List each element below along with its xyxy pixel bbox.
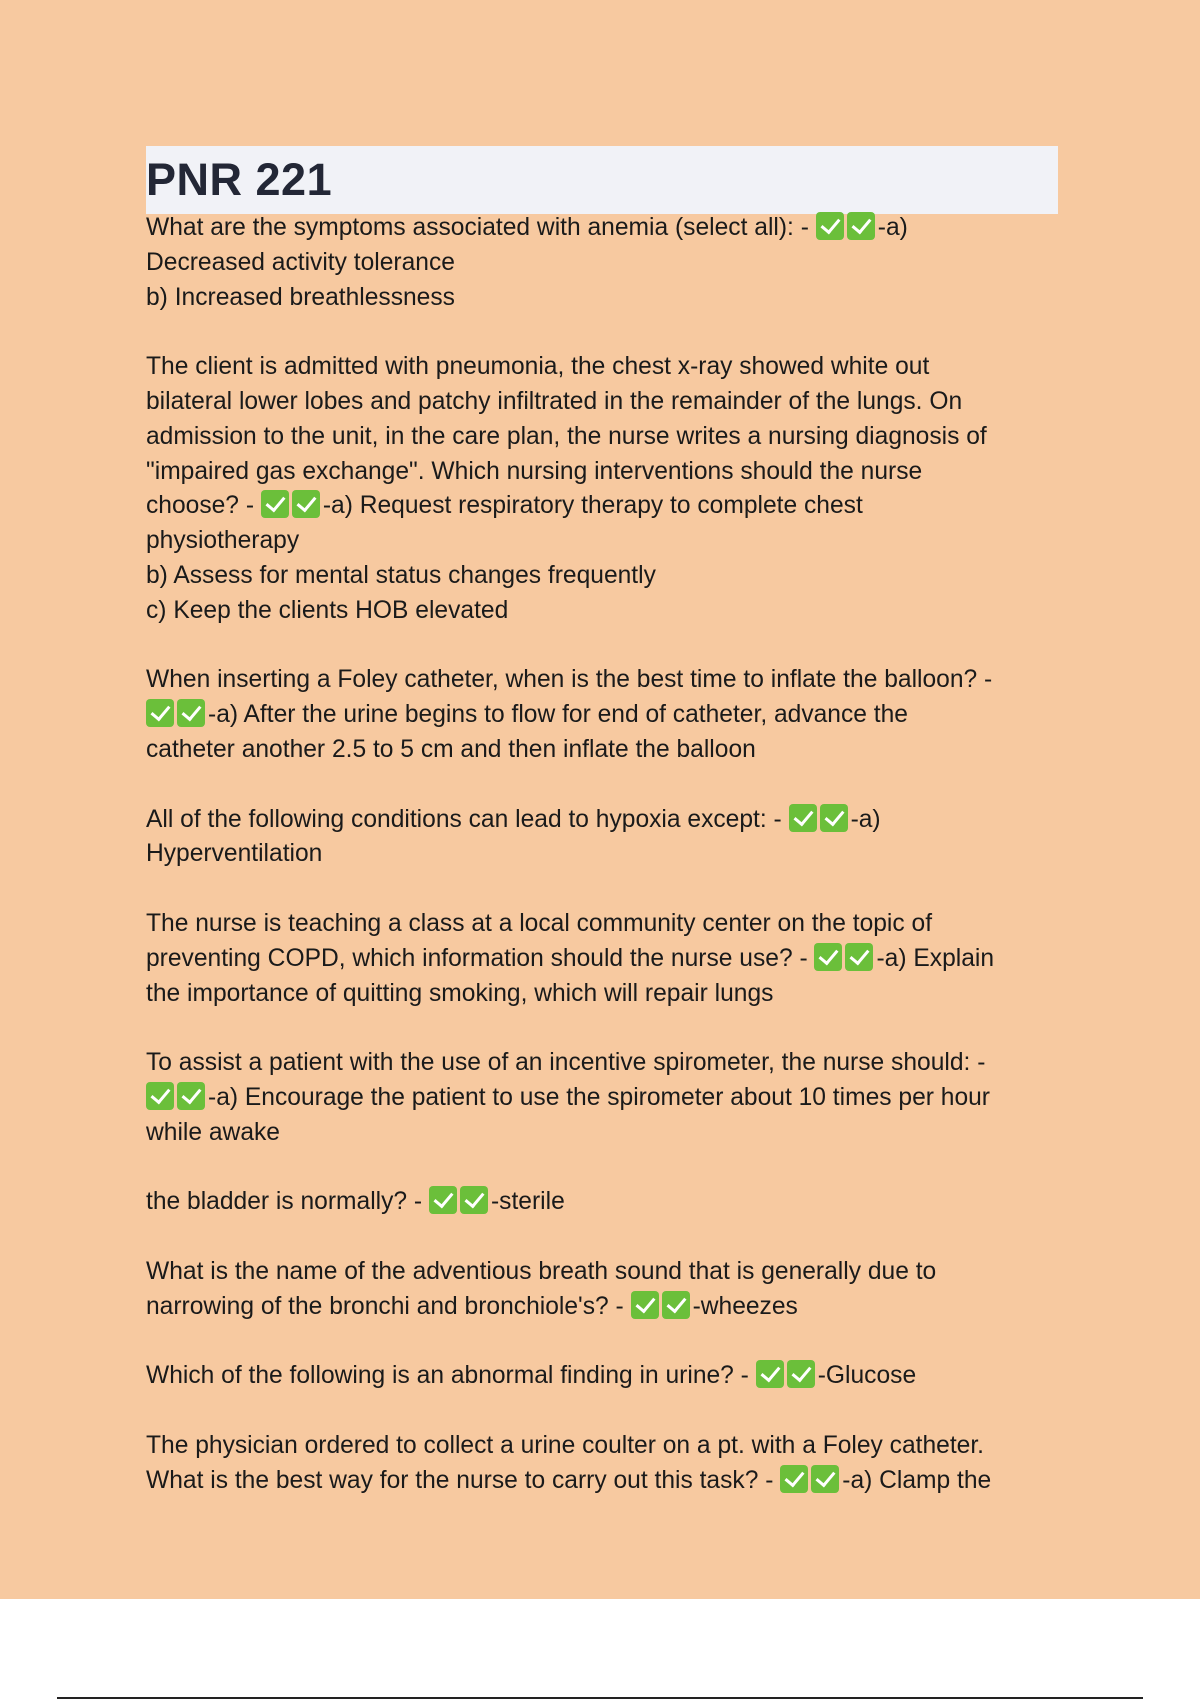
document-body [146,211,1066,1533]
answer-text: -a) Explain [876,944,995,972]
answer-marker [631,1290,693,1325]
question-text: What is the best way for the nurse to carry out this task? - [146,1466,781,1494]
question-text: choose? - [146,492,261,520]
answer-text: -a) After the urine begins to flow for end of catheter, advance the [208,701,908,729]
white-check-mark-icon [177,1082,205,1110]
qa-entry [146,350,1066,628]
qa-line: b) Increased breathlessness [146,283,455,311]
white-check-mark-icon [789,804,817,832]
answer-marker [756,1359,818,1394]
answer-text: -Glucose [817,1362,917,1390]
qa-line [146,698,1066,733]
qa-line: b) Assess for mental status changes frequently [146,561,656,589]
answer-marker [146,698,208,733]
qa-line [146,942,1066,977]
white-check-mark-icon [146,699,174,727]
question-text: the bladder is normally? - [146,1188,429,1216]
white-check-mark-icon [662,1291,690,1319]
qa-entry [146,663,1066,767]
question-text: What are the symptoms associated with anemia (select all): - [146,214,816,241]
question-text: Which of the following is an abnormal finding in urine? - [146,1362,756,1390]
qa-line: the importance of quitting smoking, which will repair lungs [146,979,774,1007]
qa-entry [146,1429,1066,1499]
answer-text: -a) Request respiratory therapy to complete chest [322,492,863,520]
qa-line: The nurse is teaching a class at a local community center on the topic of [146,909,933,937]
qa-line [146,1290,1066,1325]
answer-marker [814,942,876,977]
qa-line: c) Keep the clients HOB elevated [146,596,509,624]
answer-marker [780,1464,842,1499]
answer-text: -sterile [490,1188,565,1216]
qa-line: physiotherapy [146,527,300,555]
qa-line [146,803,1066,838]
answer-text: -a) Clamp the [842,1466,992,1494]
document-title: PNR 221 [146,154,333,205]
white-check-mark-icon [811,1465,839,1493]
white-check-mark-icon [820,804,848,832]
qa-entry [146,1255,1066,1325]
qa-line: The physician ordered to collect a urine coulter on a pt. with a Foley catheter. [146,1431,985,1459]
qa-line: while awake [146,1118,280,1146]
white-check-mark-icon [847,212,875,240]
qa-entry [146,211,1066,315]
qa-line: When inserting a Foley catheter, when is the best time to inflate the balloon? - [146,666,993,694]
qa-line: catheter another 2.5 to 5 cm and then inflate the balloon [146,735,756,763]
qa-line: Decreased activity tolerance [146,248,455,276]
question-text: narrowing of the bronchi and bronchiole's? - [146,1292,631,1320]
question-text: preventing COPD, which information should the nurse use? - [146,944,815,972]
answer-text: -a) Encourage the patient to use the spirometer about 10 times per hour [208,1083,990,1111]
answer-marker [789,803,851,838]
answer-marker [816,211,878,246]
white-check-mark-icon [261,490,289,518]
answer-marker [146,1081,208,1116]
qa-line [146,489,1066,524]
qa-entry [146,1046,1066,1150]
white-check-mark-icon [845,943,873,971]
white-check-mark-icon [756,1360,784,1388]
white-check-mark-icon [787,1360,815,1388]
footer-divider [57,1697,1143,1699]
qa-line: The client is admitted with pneumonia, the chest x-ray showed white out [146,353,930,381]
qa-line: Hyperventilation [146,840,323,868]
white-check-mark-icon [292,490,320,518]
answer-text: -a) [850,805,881,833]
answer-text: -a) [877,214,908,241]
white-check-mark-icon [814,943,842,971]
qa-entry [146,1359,1066,1394]
qa-line: "impaired gas exchange". Which nursing interventions should the nurse [146,457,923,485]
qa-line [146,211,1066,246]
question-text: All of the following conditions can lead to hypoxia except: - [146,805,789,833]
qa-entry [146,803,1066,873]
white-check-mark-icon [460,1186,488,1214]
qa-line: To assist a patient with the use of an incentive spirometer, the nurse should: - [146,1049,986,1077]
answer-marker [261,489,323,524]
answer-text: -wheezes [692,1292,798,1320]
qa-line [146,1185,1066,1220]
white-check-mark-icon [429,1186,457,1214]
qa-entry [146,907,1066,1011]
white-check-mark-icon [780,1465,808,1493]
qa-line [146,1359,1066,1394]
white-check-mark-icon [146,1082,174,1110]
qa-line [146,1081,1066,1116]
qa-line: What is the name of the adventious breath sound that is generally due to [146,1257,937,1285]
white-check-mark-icon [177,699,205,727]
white-check-mark-icon [631,1291,659,1319]
qa-line [146,1464,1066,1499]
qa-line: bilateral lower lobes and patchy infiltrated in the remainder of the lungs. On [146,387,963,415]
answer-marker [429,1185,491,1220]
qa-line: admission to the unit, in the care plan, the nurse writes a nursing diagnosis of [146,422,987,450]
title-bar [146,146,1058,214]
qa-entry [146,1185,1066,1220]
white-check-mark-icon [816,212,844,240]
